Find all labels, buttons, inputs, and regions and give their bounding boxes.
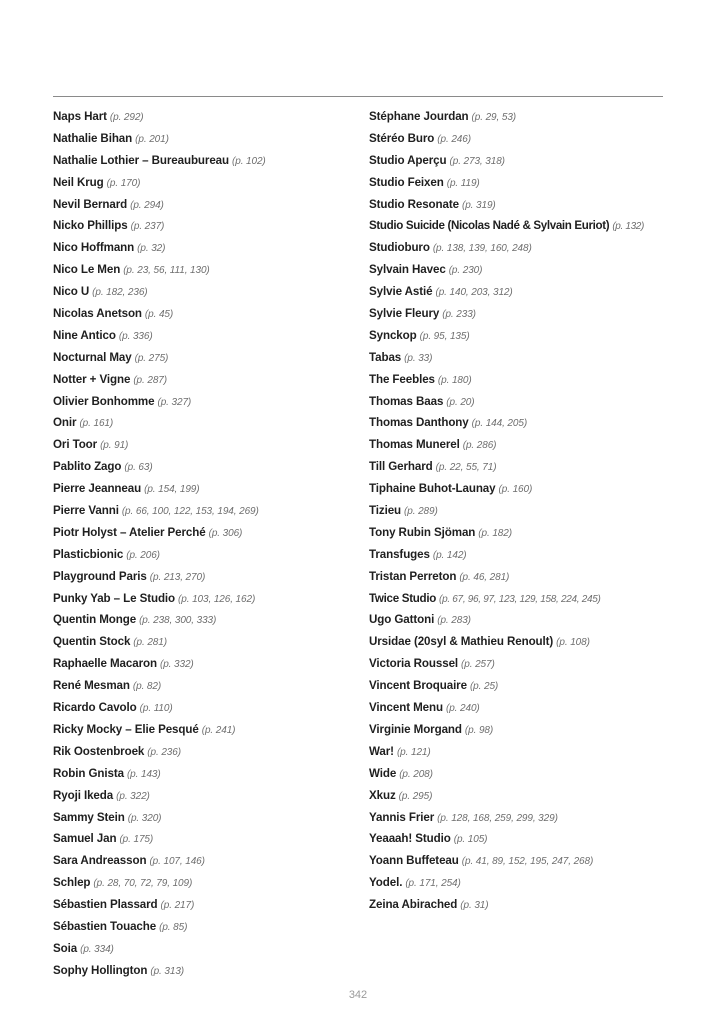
entry-pages: (p. 289) — [404, 506, 438, 518]
entry-name: Ugo Gattoni — [369, 613, 435, 627]
index-entry — [369, 588, 669, 610]
entry-pages: (p. 32) — [137, 243, 166, 255]
entry-name: Yeaaah! Studio — [369, 832, 451, 846]
index-entry — [53, 785, 353, 807]
entry-pages: (p. 67, 96, 97, 123, 129, 158, 224, 245) — [439, 593, 601, 605]
index-entry — [53, 566, 353, 588]
entry-pages: (p. 217) — [160, 900, 195, 912]
entry-name: Naps Hart — [53, 110, 107, 123]
entry-name: Till Gerhard — [369, 460, 433, 474]
entry-pages: (p. 295) — [398, 790, 433, 802]
entry-pages: (p. 306) — [208, 527, 243, 539]
index-entry — [53, 500, 353, 522]
entry-name: Ricardo Cavolo — [53, 701, 137, 715]
entry-pages: (p. 103, 126, 162) — [178, 593, 256, 605]
entry-name: Yannis Frier — [369, 810, 435, 824]
entry-pages: (p. 213, 270) — [149, 571, 206, 583]
entry-name: Ursidae (20syl & Mathieu Renoult) — [369, 635, 554, 649]
index-entry — [369, 828, 669, 850]
entry-name: Playground Paris — [53, 569, 147, 583]
entry-name: Tristan Perreton — [369, 569, 457, 583]
entry-pages: (p. 322) — [116, 790, 150, 802]
index-entry — [53, 237, 353, 259]
index-entry — [369, 894, 669, 916]
entry-pages: (p. 91) — [100, 440, 129, 452]
entry-pages: (p. 240) — [445, 703, 480, 715]
index-entry — [53, 281, 353, 303]
index-entry — [369, 631, 669, 653]
index-entry — [53, 194, 353, 216]
entry-pages: (p. 128, 168, 259, 299, 329) — [437, 812, 558, 824]
entry-pages: (p. 182, 236) — [92, 287, 148, 299]
entry-name: Ori Toor — [53, 438, 98, 452]
entry-name: Thomas Munerel — [369, 438, 460, 452]
index-entry — [369, 763, 669, 785]
entry-pages: (p. 275) — [134, 352, 169, 364]
index-entry — [53, 412, 353, 434]
index-entry — [369, 106, 669, 128]
index-entry — [369, 215, 669, 237]
entry-pages: (p. 246) — [437, 133, 471, 145]
entry-name: Tabas — [369, 350, 402, 364]
entry-pages: (p. 28, 70, 72, 79, 109) — [93, 878, 193, 890]
index-entry — [369, 391, 669, 413]
index-entry — [369, 237, 669, 259]
index-entry — [369, 697, 669, 719]
index-entry — [53, 763, 353, 785]
entry-name: The Feebles — [369, 372, 435, 386]
index-entry — [53, 850, 353, 872]
entry-name: Vincent Broquaire — [369, 679, 467, 693]
entry-pages: (p. 313) — [150, 965, 185, 977]
entry-pages: (p. 144, 205) — [471, 418, 528, 430]
entry-pages: (p. 241) — [201, 724, 236, 736]
entry-pages: (p. 160) — [498, 484, 533, 496]
index-entry — [53, 456, 353, 478]
entry-name: Wide — [369, 766, 397, 780]
index-entry — [53, 609, 353, 631]
entry-pages: (p. 23, 56, 111, 130) — [123, 265, 210, 277]
entry-pages: (p. 143) — [126, 768, 161, 780]
entry-name: Nicolas Anetson — [53, 307, 142, 321]
entry-pages: (p. 180) — [437, 374, 472, 386]
entry-name: Studioburo — [369, 241, 430, 255]
index-entry — [369, 719, 669, 741]
index-entry — [53, 588, 353, 610]
entry-name: Stéréo Buro — [369, 131, 435, 145]
index-entry — [369, 128, 669, 150]
index-entry — [369, 369, 669, 391]
index-entry — [369, 522, 669, 544]
entry-name: Soia — [53, 941, 78, 955]
entry-pages: (p. 85) — [159, 921, 188, 933]
entry-pages: (p. 283) — [437, 615, 471, 627]
entry-name: René Mesman — [53, 679, 130, 693]
entry-name: Yoann Buffeteau — [369, 854, 459, 868]
entry-pages: (p. 292) — [109, 112, 144, 123]
entry-name: Studio Resonate — [369, 197, 459, 211]
entry-pages: (p. 29, 53) — [471, 112, 517, 123]
entry-pages: (p. 154, 199) — [144, 484, 200, 496]
index-entry — [369, 456, 669, 478]
index-entry — [53, 938, 353, 960]
entry-name: Nicko Phillips — [53, 219, 128, 233]
entry-name: Quentin Monge — [53, 613, 137, 627]
index-entry — [53, 369, 353, 391]
entry-pages: (p. 63) — [124, 462, 153, 474]
index-entry — [53, 894, 353, 916]
index-entry — [53, 807, 353, 829]
index-entry — [369, 741, 669, 763]
index-entry — [369, 347, 669, 369]
index-entry — [369, 325, 669, 347]
entry-name: Notter + Vigne — [53, 372, 131, 386]
index-entry — [369, 194, 669, 216]
entry-name: Virginie Morgand — [369, 722, 462, 736]
entry-pages: (p. 110) — [139, 703, 173, 715]
entry-name: Olivier Bonhomme — [53, 394, 155, 408]
entry-name: Plasticbionic — [53, 547, 124, 561]
entry-name: Robin Gnista — [53, 766, 124, 780]
index-column-right — [369, 106, 669, 916]
entry-name: Nico U — [53, 285, 90, 299]
index-entry — [369, 259, 669, 281]
index-entry — [53, 544, 353, 566]
entry-pages: (p. 41, 89, 152, 195, 247, 268) — [461, 856, 594, 868]
entry-name: Sylvie Astié — [369, 285, 433, 299]
entry-pages: (p. 95, 135) — [419, 330, 470, 342]
entry-pages: (p. 119) — [446, 177, 480, 189]
entry-name: Studio Suicide (Nicolas Nadé & Sylvain Euriot) — [369, 219, 610, 233]
entry-name: Neil Krug — [53, 175, 104, 189]
entry-name: Pierre Jeanneau — [53, 482, 142, 496]
index-entry — [369, 675, 669, 697]
entry-pages: (p. 82) — [132, 681, 162, 693]
entry-name: Sophy Hollington — [53, 963, 148, 977]
entry-pages: (p. 201) — [135, 133, 169, 145]
index-entry — [369, 434, 669, 456]
entry-pages: (p. 66, 100, 122, 153, 194, 269) — [121, 506, 259, 518]
entry-name: Piotr Holyst – Atelier Perché — [53, 525, 206, 539]
index-entry — [369, 850, 669, 872]
entry-name: War! — [369, 744, 394, 758]
entry-pages: (p. 46, 281) — [459, 571, 510, 583]
entry-pages: (p. 98) — [464, 724, 494, 736]
entry-pages: (p. 107, 146) — [149, 856, 205, 868]
entry-name: Nathalie Bihan — [53, 131, 133, 145]
index-entry — [53, 215, 353, 237]
index-entry — [53, 150, 353, 172]
top-rule — [53, 96, 663, 97]
index-entry — [53, 828, 353, 850]
entry-pages: (p. 334) — [80, 943, 114, 955]
entry-name: Victoria Roussel — [369, 657, 459, 671]
entry-pages: (p. 327) — [157, 396, 192, 408]
entry-name: Sylvie Fleury — [369, 307, 440, 321]
index-entry — [53, 916, 353, 938]
entry-pages: (p. 105) — [453, 834, 488, 846]
entry-name: Sara Andreasson — [53, 854, 147, 868]
index-entry — [53, 522, 353, 544]
index-entry — [369, 303, 669, 325]
entry-name: Raphaelle Macaron — [53, 657, 157, 671]
entry-name: Studio Feixen — [369, 175, 444, 189]
entry-name: Sylvain Havec — [369, 263, 446, 277]
entry-pages: (p. 273, 318) — [449, 155, 505, 167]
entry-pages: (p. 31) — [460, 900, 489, 912]
index-entry — [53, 434, 353, 456]
index-entry — [53, 106, 353, 128]
index-entry — [53, 653, 353, 675]
entry-pages: (p. 230) — [448, 265, 483, 277]
entry-name: Stéphane Jourdan — [369, 110, 469, 123]
entry-name: Twice Studio — [369, 591, 437, 605]
index-entry — [53, 172, 353, 194]
entry-name: Nine Antico — [53, 328, 116, 342]
index-entry — [369, 500, 669, 522]
entry-pages: (p. 294) — [130, 199, 164, 211]
entry-name: Thomas Danthony — [369, 416, 469, 430]
entry-name: Nico Hoffmann — [53, 241, 135, 255]
index-entry — [369, 544, 669, 566]
index-entry — [53, 719, 353, 741]
entry-name: Tony Rubin Sjöman — [369, 525, 476, 539]
entry-pages: (p. 319) — [461, 199, 496, 211]
index-entry — [369, 412, 669, 434]
entry-pages: (p. 142) — [432, 549, 467, 561]
entry-pages: (p. 161) — [79, 418, 114, 430]
entry-name: Rik Oostenbroek — [53, 744, 145, 758]
index-column-left — [53, 106, 353, 982]
entry-pages: (p. 170) — [106, 177, 141, 189]
entry-pages: (p. 45) — [144, 309, 174, 321]
index-entry — [369, 478, 669, 500]
entry-pages: (p. 286) — [462, 440, 497, 452]
index-entry — [53, 697, 353, 719]
entry-name: Pablito Zago — [53, 460, 122, 474]
entry-pages: (p. 237) — [130, 221, 165, 233]
entry-pages: (p. 336) — [118, 330, 153, 342]
index-entry — [53, 872, 353, 894]
entry-pages: (p. 208) — [399, 768, 433, 780]
entry-name: Schlep — [53, 876, 91, 890]
entry-pages: (p. 171, 254) — [405, 878, 461, 890]
entry-name: Pierre Vanni — [53, 504, 119, 518]
entry-pages: (p. 236) — [147, 746, 181, 758]
entry-name: Nocturnal May — [53, 350, 132, 364]
entry-name: Yodel. — [369, 876, 403, 890]
entry-pages: (p. 33) — [404, 352, 433, 364]
entry-name: Punky Yab – Le Studio — [53, 591, 176, 605]
index-entry — [53, 675, 353, 697]
index-entry — [369, 807, 669, 829]
entry-pages: (p. 20) — [446, 396, 475, 408]
entry-pages: (p. 182) — [478, 527, 512, 539]
index-entry — [53, 303, 353, 325]
entry-name: Sammy Stein — [53, 810, 125, 824]
index-entry — [369, 609, 669, 631]
entry-name: Tizieu — [369, 504, 402, 518]
entry-name: Sébastien Touache — [53, 919, 157, 933]
entry-name: Ryoji Ikeda — [53, 788, 114, 802]
page-number: 342 — [348, 989, 368, 1001]
entry-name: Vincent Menu — [369, 701, 443, 715]
entry-name: Transfuges — [369, 547, 430, 561]
entry-name: Onir — [53, 416, 77, 430]
entry-name: Nevil Bernard — [53, 197, 128, 211]
entry-pages: (p. 332) — [159, 659, 194, 671]
entry-name: Studio Aperçu — [369, 153, 447, 167]
index-entry — [53, 478, 353, 500]
entry-name: Xkuz — [369, 788, 396, 802]
entry-name: Tiphaine Buhot-Launay — [369, 482, 496, 496]
index-entry — [53, 325, 353, 347]
index-entry — [53, 631, 353, 653]
entry-pages: (p. 108) — [556, 637, 590, 649]
entry-name: Quentin Stock — [53, 635, 131, 649]
index-entry — [53, 347, 353, 369]
entry-pages: (p. 206) — [126, 549, 160, 561]
index-entry — [53, 128, 353, 150]
entry-name: Samuel Jan — [53, 832, 117, 846]
index-entry — [369, 150, 669, 172]
entry-pages: (p. 102) — [232, 155, 266, 167]
index-entry — [369, 785, 669, 807]
index-entry — [53, 391, 353, 413]
entry-pages: (p. 238, 300, 333) — [139, 615, 217, 627]
entry-pages: (p. 25) — [469, 681, 499, 693]
entry-pages: (p. 287) — [133, 374, 167, 386]
entry-pages: (p. 175) — [119, 834, 154, 846]
entry-pages: (p. 22, 55, 71) — [435, 462, 497, 474]
entry-name: Ricky Mocky – Elie Pesqué — [53, 722, 199, 736]
entry-name: Thomas Baas — [369, 394, 444, 408]
index-entry — [369, 172, 669, 194]
index-entry — [369, 566, 669, 588]
entry-pages: (p. 140, 203, 312) — [435, 287, 513, 299]
entry-name: Zeina Abirached — [369, 898, 458, 912]
index-entry — [53, 741, 353, 763]
index-entry — [53, 960, 353, 982]
entry-name: Nico Le Men — [53, 263, 121, 277]
entry-name: Nathalie Lothier – Bureaubureau — [53, 153, 229, 167]
entry-pages: (p. 257) — [461, 659, 495, 671]
index-entry — [369, 872, 669, 894]
entry-pages: (p. 320) — [127, 812, 162, 824]
entry-pages: (p. 281) — [133, 637, 167, 649]
index-entry — [369, 281, 669, 303]
index-entry — [369, 653, 669, 675]
entry-pages: (p. 132) — [612, 221, 644, 233]
entry-pages: (p. 138, 139, 160, 248) — [432, 243, 532, 255]
entry-name: Sébastien Plassard — [53, 898, 158, 912]
index-entry — [53, 259, 353, 281]
entry-name: Synckop — [369, 328, 417, 342]
entry-pages: (p. 121) — [396, 746, 431, 758]
entry-pages: (p. 233) — [442, 309, 476, 321]
